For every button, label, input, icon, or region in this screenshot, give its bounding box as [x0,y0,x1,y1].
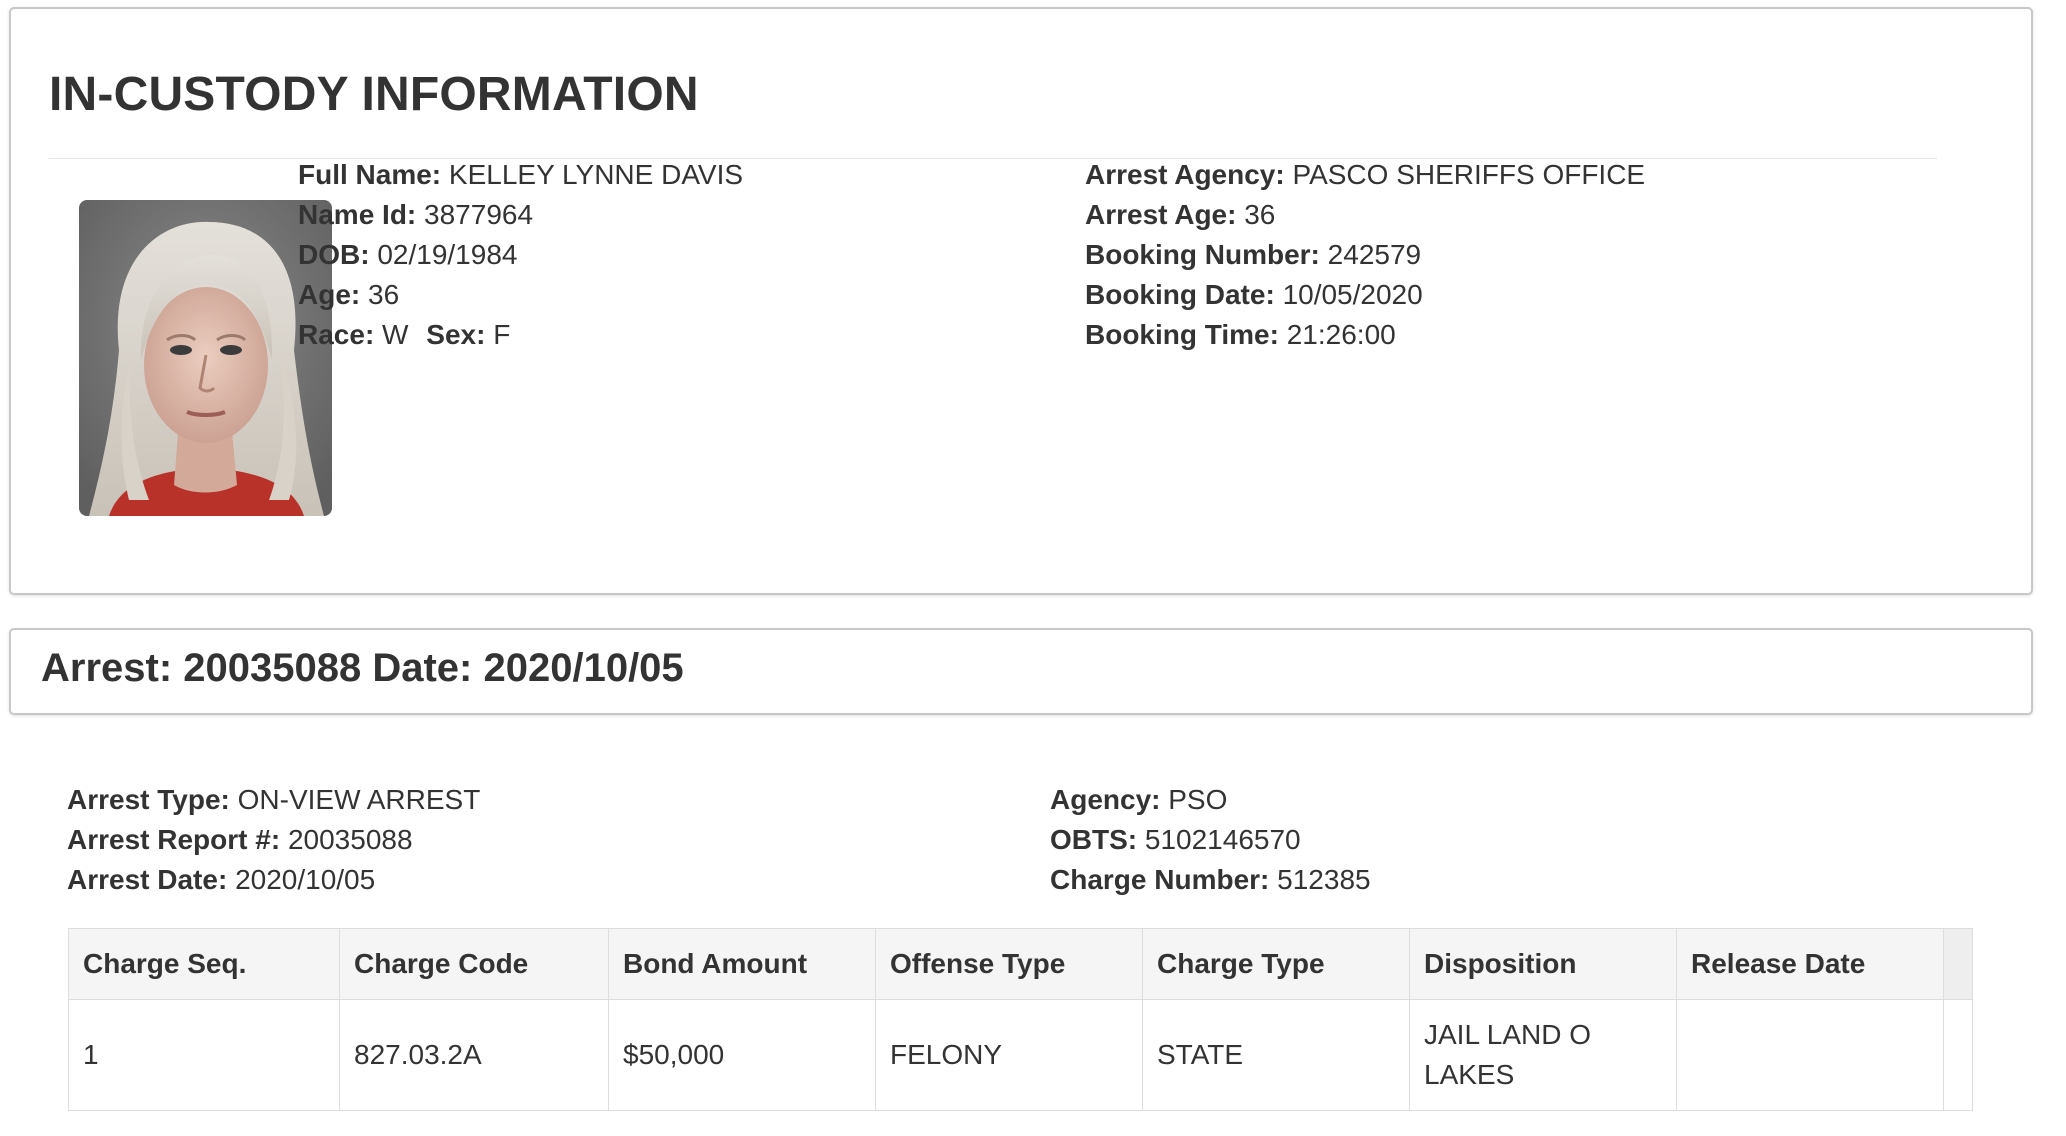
bond-amount-cell: $50,000 [609,1000,876,1111]
arrest-age-value: 36 [1244,199,1276,230]
dob-value: 02/19/1984 [377,239,518,270]
booking-number-label: Booking Number: [1085,239,1320,270]
age-label: Age: [298,279,361,310]
charge-number-label: Charge Number: [1050,864,1270,895]
arrest-date-value: 2020/10/05 [235,864,376,895]
dob-field [298,235,517,275]
page-title: IN-CUSTODY INFORMATION [49,68,699,121]
arrest-date-label: Arrest Date: [67,864,228,895]
arrest-agency-value: PASCO SHERIFFS OFFICE [1292,159,1646,190]
agency-field [1050,780,1227,820]
race-sex-field [298,315,510,355]
full-name-value: KELLEY LYNNE DAVIS [448,159,744,190]
arrest-agency-field [1085,155,1645,195]
booking-time-field [1085,315,1396,355]
charge-seq-cell: 1 [69,1000,340,1111]
age-field [298,275,399,315]
charge-code-cell: 827.03.2A [340,1000,609,1111]
mugshot-photo [79,200,332,516]
charge-number-value: 512385 [1277,864,1371,895]
age-value: 36 [368,279,400,310]
name-id-field [298,195,533,235]
charge-type-cell: STATE [1143,1000,1410,1111]
full-name-label: Full Name: [298,159,442,190]
table-row-gutter [1944,1000,1973,1111]
obts-label: OBTS: [1050,824,1138,855]
booking-time-value: 21:26:00 [1286,319,1396,350]
mugshot-image [79,200,332,516]
charges-table [68,928,1973,1111]
booking-date-label: Booking Date: [1085,279,1275,310]
arrest-type-value: ON-VIEW ARREST [237,784,481,815]
booking-date-field [1085,275,1423,315]
column-header-offense-type: Offense Type [876,929,1143,1000]
offense-type-cell: FELONY [876,1000,1143,1111]
column-header-charge-type: Charge Type [1143,929,1410,1000]
booking-time-label: Booking Time: [1085,319,1279,350]
arrest-report-value: 20035088 [287,824,413,855]
disposition-cell: JAIL LAND O LAKES [1410,1000,1677,1111]
race-label: Race: [298,319,375,350]
booking-number-value: 242579 [1327,239,1422,270]
charge-number-field [1050,860,1371,900]
arrest-report-field [67,820,413,860]
table-row [69,1000,1973,1111]
column-header-release-date: Release Date [1677,929,1944,1000]
table-scrollbar-gutter [1944,929,1973,1000]
arrest-age-label: Arrest Age: [1085,199,1237,230]
full-name-field [298,155,743,195]
table-header-row [69,929,1973,1000]
name-id-value: 3877964 [424,199,534,230]
arrest-agency-label: Arrest Agency: [1085,159,1285,190]
column-header-charge-seq: Charge Seq. [69,929,340,1000]
arrest-age-field [1085,195,1275,235]
arrest-type-label: Arrest Type: [67,784,230,815]
agency-value: PSO [1168,784,1228,815]
agency-label: Agency: [1050,784,1161,815]
obts-field [1050,820,1301,860]
sex-value: F [493,319,511,350]
name-id-label: Name Id: [298,199,417,230]
dob-label: DOB: [298,239,370,270]
booking-number-field [1085,235,1421,275]
arrest-header-panel [9,628,2033,715]
arrest-type-field [67,780,480,820]
column-header-charge-code: Charge Code [340,929,609,1000]
release-date-cell [1677,1000,1944,1111]
column-header-bond-amount: Bond Amount [609,929,876,1000]
arrest-report-label: Arrest Report #: [67,824,281,855]
sex-label: Sex: [426,319,486,350]
booking-date-value: 10/05/2020 [1282,279,1423,310]
arrest-title: Arrest: 20035088 Date: 2020/10/05 [41,646,684,690]
obts-value: 5102146570 [1144,824,1301,855]
column-header-disposition: Disposition [1410,929,1677,1000]
race-value: W [382,319,409,350]
in-custody-panel [9,7,2033,595]
arrest-date-field [67,860,375,900]
